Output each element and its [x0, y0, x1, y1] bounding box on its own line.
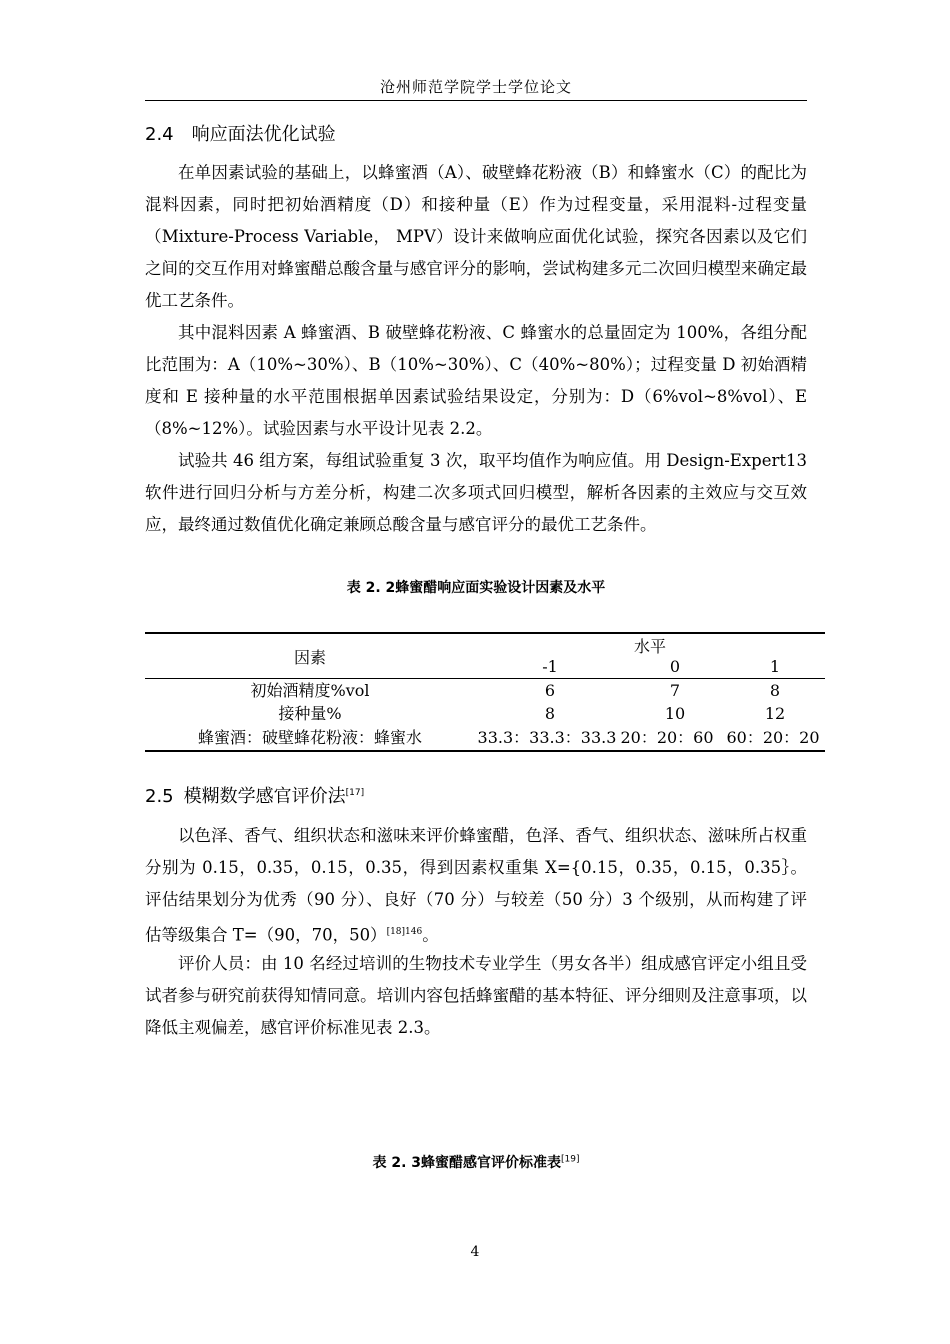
paragraph-end: 。 — [422, 925, 439, 945]
paragraph: 评价人员：由 10 名经过培训的生物技术专业学生（男女各半）组成感官评定小组且受试者参与研究前获得知情同意。培训内容包括蜂蜜醋的基本特征、评分细则及注意事项，以降低主观偏差，感官评价标准见表 2.3。 — [145, 954, 807, 1037]
table-cell-factor: 初始酒精度%vol — [250, 681, 370, 700]
citation: [18]146 — [386, 927, 423, 937]
table-cell-factor: 接种量% — [278, 704, 342, 723]
table-cell-factor: 蜂蜜酒：破壁蜂花粉液：蜂蜜水 — [197, 728, 422, 747]
table-cell: 33.3：33.3：33.3 — [477, 728, 617, 747]
paragraph: 在单因素试验的基础上，以蜂蜜酒（A）、破壁蜂花粉液（B）和蜂蜜水（C）的配比为混料因素，同时把初始酒精度（D）和接种量（E）作为过程变量，采用混料-过程变量（Mixture-Process Variable， MPV）设计来做响应面优化试验，探究各因素以及它们之间的交互作用对蜂蜜醋总酸含量与感官评分的影响，尝试构建多元二次回归模型来确定最优工艺条件。 — [145, 163, 807, 310]
table-bottom-rule — [145, 750, 825, 752]
section-number: 2.5 — [145, 786, 174, 807]
caption-text: 表 2. 3蜂蜜醋感官评价标准表 — [372, 1155, 562, 1171]
level-low: -1 — [542, 657, 558, 676]
factor-header: 因素 — [293, 648, 326, 667]
citation: [17] — [345, 788, 365, 798]
level-high: 1 — [769, 657, 781, 676]
table-cell: 6 — [544, 681, 556, 700]
section-heading-2-4 — [145, 120, 336, 146]
level-mid: 0 — [669, 657, 681, 676]
table-cell: 20：20：60 — [620, 728, 714, 747]
table-cell: 60：20：20 — [726, 728, 820, 747]
table-cell: 8 — [769, 681, 781, 700]
paragraph-text: 以色泽、香气、组织状态和滋味来评价蜂蜜醋，色泽、香气、组织状态、滋味所占权重分别为 0.15，0.35，0.15，0.35，得到因素权重集 X={0.15，0.35，0.15，0.35｝。评估结果划分为优秀（90 分）、良好（70 分）与较差（50 分）3 个级别，从而构建了评估等级集合 T=（90，70，50） — [145, 826, 807, 945]
table-caption — [145, 1152, 807, 1172]
section-title: 响应面法优化试验 — [191, 124, 336, 145]
table-cell: 12 — [764, 704, 786, 723]
table-header-rule — [145, 678, 825, 679]
running-header: 沧州师范学院学士学位论文 — [379, 78, 572, 96]
section-heading-2-5 — [145, 782, 364, 808]
table-caption: 表 2. 2蜂蜜醋响应面实验设计因素及水平 — [346, 580, 606, 596]
table-cell: 8 — [544, 704, 556, 723]
table-cell: 7 — [669, 681, 681, 700]
citation: [19] — [561, 1154, 580, 1165]
table-top-rule — [145, 632, 825, 634]
level-header: 水平 — [633, 637, 666, 656]
paragraph: 试验共 46 组方案，每组试验重复 3 次，取平均值作为响应值。用 Design-Expert13 软件进行回归分析与方差分析，构建二次多项式回归模型，解析各因素的主效应与交互效应，最终通过数值优化确定兼顾总酸含量与感官评分的最优工艺条件。 — [145, 451, 807, 534]
page-number: 4 — [470, 1244, 480, 1260]
section-title: 模糊数学感官评价法 — [183, 786, 346, 807]
section-number: 2.4 — [145, 124, 174, 145]
header-rule — [145, 100, 807, 101]
paragraph: 其中混料因素 A 蜂蜜酒、B 破壁蜂花粉液、C 蜂蜜水的总量固定为 100%，各组分配比范围为：A（10%~30%）、B（10%~30%）、C（40%~80%）；过程变量 D 初始酒精度和 E 接种量的水平范围根据单因素试验结果设定，分别为：D（6%vol~8%vol）、E（8%~12%）。试验因素与水平设计见表 2.2。 — [145, 323, 807, 438]
table-cell: 10 — [664, 704, 686, 723]
paragraph — [145, 820, 807, 952]
